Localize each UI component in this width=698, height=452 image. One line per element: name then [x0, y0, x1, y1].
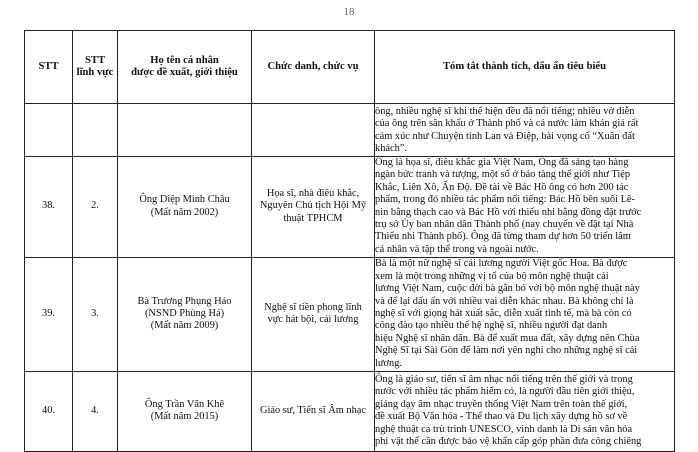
stt-cell: 39. [25, 257, 73, 371]
summary-cell: ông, nhiều nghệ sĩ khi thể hiện đều đã nổi tiếng; nhiều vở diễn của ông trên sân khấu ở Thành phố và cả nước làm khán giả rất cảm xúc như Chuyện tình Lan và Điệp, bài vọng cổ “Xuân đất khách”. [375, 104, 675, 157]
title-cell: Giáo sư, Tiến sĩ Âm nhạc [252, 371, 375, 451]
stt-field-cell: 3. [73, 257, 118, 371]
header-summary: Tóm tắt thành tích, dấu ấn tiêu biểu [375, 31, 675, 104]
page-number: 18 [343, 6, 355, 18]
summary-cell: Ông là giáo sư, tiến sĩ âm nhạc nổi tiếng trên thế giới và trong nước với nhiều tác phẩm hiếm có, là người đầu tiên giới thiệu, giảng dạy âm nhạc truyền thống Việt Nam trên toàn thế giới, đề xuất Bộ Văn hóa - Thể thao và Du lịch xây dựng hồ sơ về nghệ thuật ca trù trình UNESCO, vinh danh là Di sản văn hóa phi vật thể cần được bảo vệ khẩn cấp góp phần đưa công chiêng [375, 371, 675, 451]
header-title: Chức danh, chức vụ [252, 31, 375, 104]
stt-field-cell: 4. [73, 371, 118, 451]
name-cell: Bà Trương Phụng Háo (NSND Phùng Há) (Mất năm 2009) [118, 257, 252, 371]
header-stt-field: STT lĩnh vực [73, 31, 118, 104]
stt-field-cell: 2. [73, 156, 118, 257]
awards-table [24, 30, 675, 452]
name-cell: Ông Diệp Minh Châu (Mất năm 2002) [118, 156, 252, 257]
name-cell: Ông Trần Văn Khê (Mất năm 2015) [118, 371, 252, 451]
table-row [25, 156, 675, 257]
summary-cell: Bà là một nữ nghệ sĩ cải lương người Việt gốc Hoa. Bà được xem là một trong những vị tổ của bộ môn nghệ thuật cải lương Việt Nam, cuộc đời bà gắn bó với bộ môn nghệ thuật này và để lại dấu ấn với nhiều vai diễn khác nhau. Bà không chỉ là nghệ sĩ với giọng hát xuất sắc, diễn xuất tinh tế, mà bà còn có công đào tạo nhiều thế hệ nghệ sĩ, nhiều người đạt danh hiệu Nghệ sĩ nhân dân. Bà để xuất mua đất, xây dựng nên Chùa Nghệ Sĩ tại Sài Gòn để làm nơi yên nghỉ cho những nghệ sĩ cải lương. [375, 257, 675, 371]
stt-cell: 38. [25, 156, 73, 257]
table-header-row [25, 31, 675, 104]
table-row [25, 257, 675, 371]
header-name: Họ tên cá nhân được đề xuất, giới thiệu [118, 31, 252, 104]
header-stt: STT [25, 31, 73, 104]
summary-cell: Ông là họa sĩ, điêu khắc gia Việt Nam, Ông đã sáng tạo hàng ngàn bức tranh và tượng, một số ở bảo tàng thế giới như Tiệp Khắc, Liên Xô, Ấn Độ. Đề tài về Bác Hồ ông có hơn 200 tác phẩm, trong đó nhiều tác phẩm nổi tiếng: Bác Hồ bên suối Lê- nin bằng thạch cao và Bác Hồ với thiếu nhi bằng đồng đặt trước trụ sở Ủy ban nhân dân Thành phố (nay chuyển về đặt tại Nhà Thiếu nhi Thành phố). Ông đã từng tham dự hơn 50 triển lãm cá nhân và tập thể trong và ngoài nước. [375, 156, 675, 257]
stt-cell: 40. [25, 371, 73, 451]
title-cell: Họa sĩ, nhà điêu khắc, Nguyên Chủ tịch Hội Mỹ thuật TPHCM [252, 156, 375, 257]
title-cell: Nghệ sĩ tiền phong lĩnh vực hát bội, cải lương [252, 257, 375, 371]
table-row-continuation [25, 104, 675, 157]
table-row [25, 371, 675, 451]
